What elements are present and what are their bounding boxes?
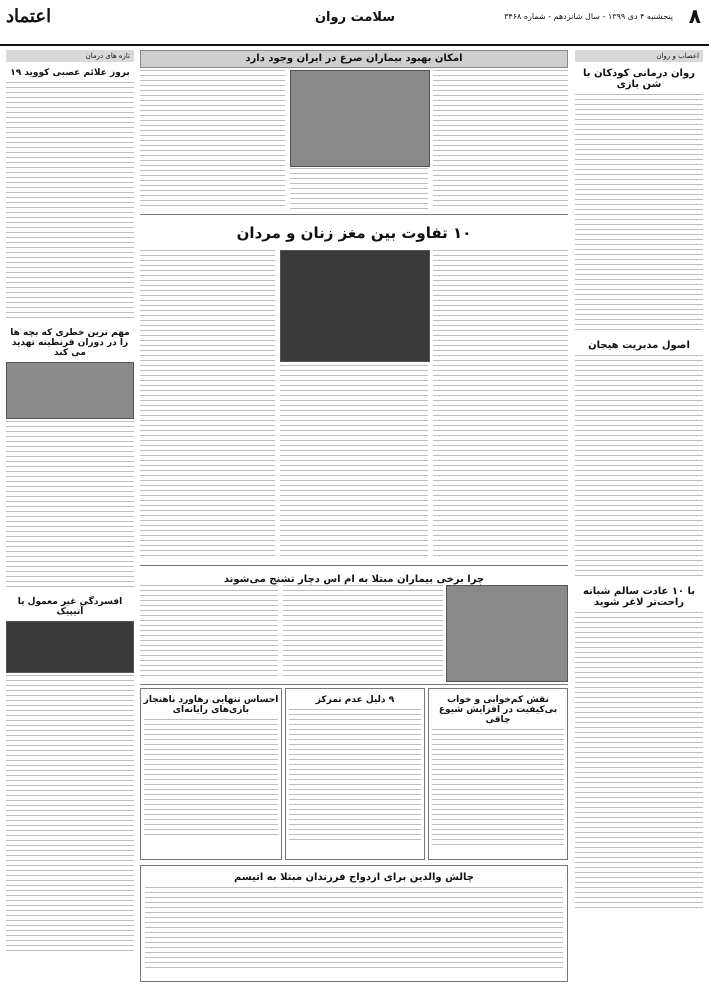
- brain-title: ۱۰ تفاوت بین مغز زنان و مردان: [236, 224, 472, 242]
- loneliness-box: [140, 688, 282, 860]
- brain-text-left: [140, 250, 275, 560]
- left-heading-3: افسردگی غیر معمول یا آتیپیک: [17, 597, 123, 617]
- epilepsy-text-right: [433, 70, 568, 210]
- page-header: [0, 0, 709, 46]
- ms-title: چرا برخی بیماران مبتلا به ام اس دچار تشنج می‌شوند: [223, 574, 485, 585]
- ms-text-left: [140, 585, 278, 680]
- newspaper-logo: اعتماد: [6, 6, 52, 27]
- right-section-label: اعصاب و روان: [575, 50, 703, 62]
- page-number: ۸: [688, 4, 701, 28]
- depression-photo: [6, 621, 134, 673]
- right-text-2: [575, 355, 703, 580]
- autism-title: چالش والدین برای ازدواج فرزندان مبتلا به اتیسم: [234, 872, 474, 883]
- right-text-3: [575, 612, 703, 912]
- epilepsy-text-mid: [290, 168, 428, 210]
- sleep-box: [428, 688, 568, 860]
- ms-photo: [446, 585, 568, 682]
- right-heading-1: روان درمانی کودکان با شن بازی: [583, 68, 695, 90]
- loneliness-title: احساس تنهایی رهاورد ناهنجار بازی‌های رایانه‌ای: [143, 695, 279, 715]
- right-column: [575, 50, 703, 983]
- epilepsy-photo: [290, 70, 430, 167]
- brain-scan-photo: [280, 250, 430, 362]
- ms-text-right: [283, 585, 443, 680]
- right-heading-2: اصول مدیریت هیجان: [588, 340, 690, 351]
- focus-title: ۹ دلیل عدم تمرکز: [315, 695, 395, 705]
- section-title: سلامت روان: [314, 10, 396, 25]
- children-photo: [6, 362, 134, 419]
- right-heading-3: با ۱۰ عادت سالم شبانه راحت‌تر لاغر شوید: [582, 586, 696, 608]
- date-line: پنجشنبه ۴ دی ۱۳۹۹ - سال شانزدهم - شماره ۳۴۶۸: [504, 12, 673, 21]
- left-column: [6, 50, 134, 983]
- sleep-title: نقش کم‌خوابی و خواب بی‌کیفیت در افزایش شیوع چاقی: [438, 695, 558, 725]
- right-text-1: [575, 94, 703, 334]
- brain-text-right: [433, 250, 568, 560]
- left-heading-1: بروز علائم عصبی کووید ۱۹: [10, 68, 130, 78]
- epilepsy-text-left: [140, 70, 285, 210]
- left-heading-2: مهم ترین خطری که بچه ها را در دوران قرنطینه تهدید می کند: [10, 328, 130, 358]
- left-text-1: [6, 82, 134, 322]
- left-text-2: [6, 421, 134, 591]
- middle-column: [140, 50, 568, 983]
- brain-text-mid: [280, 365, 428, 560]
- focus-box: [285, 688, 425, 860]
- epilepsy-title: امکان بهبود بیماران صرع در ایران وجود دارد: [140, 50, 568, 68]
- autism-box: [140, 865, 568, 982]
- left-text-3: [6, 675, 134, 955]
- left-section-label: تازه های درمان: [6, 50, 134, 62]
